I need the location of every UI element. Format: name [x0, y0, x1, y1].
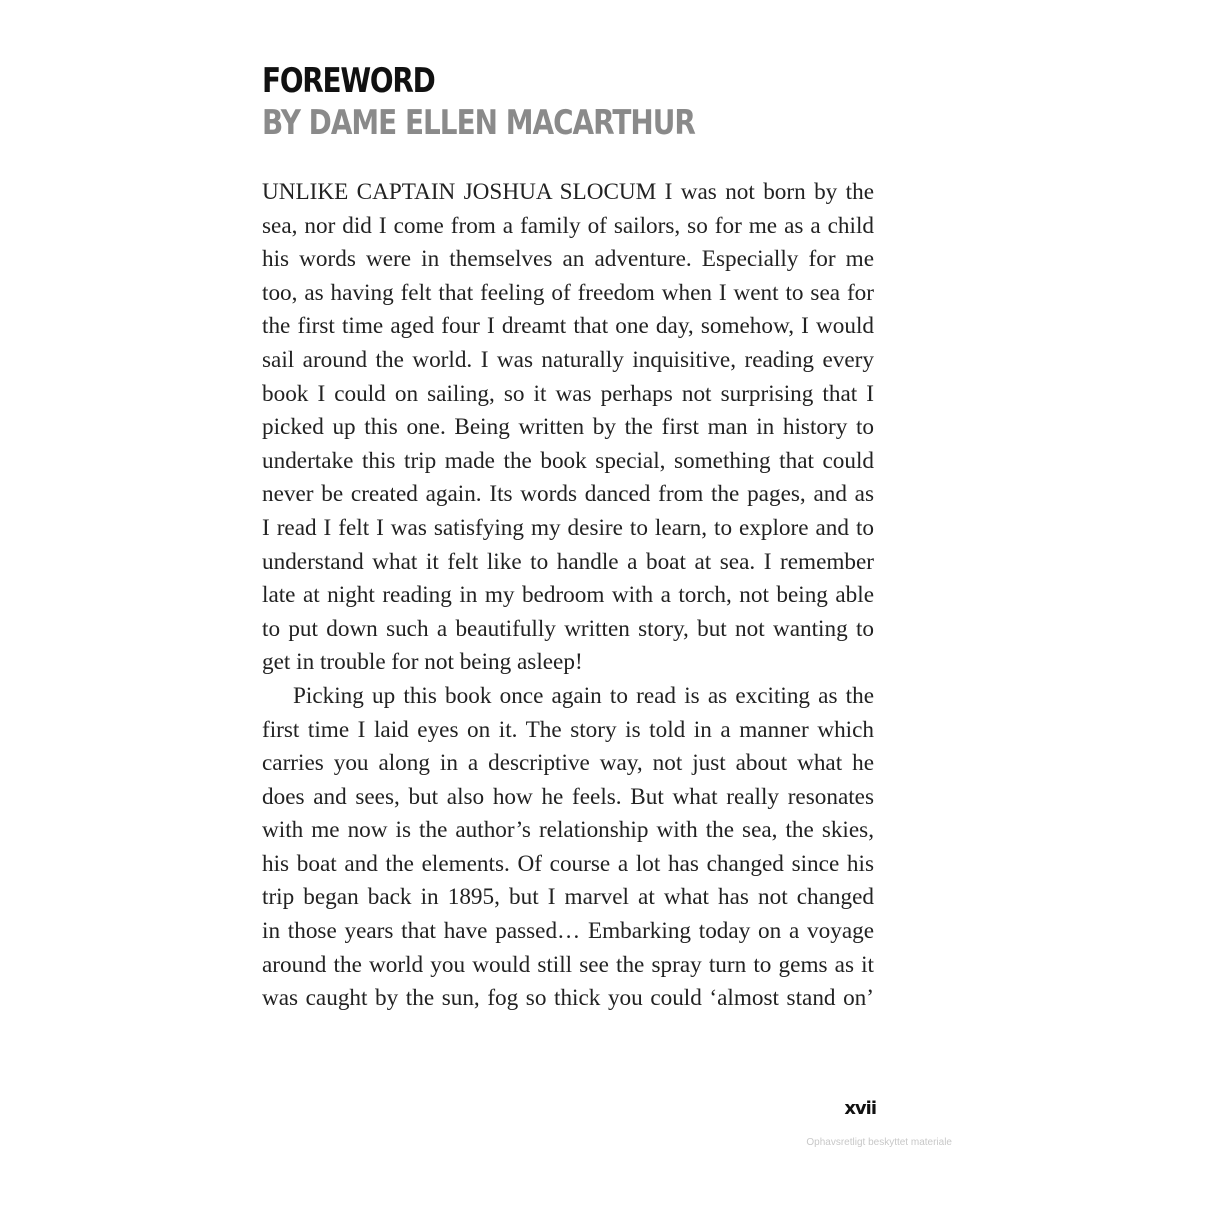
paragraph-2: [262, 680, 874, 1016]
text-line: Picking up this book once again to read is as exciting as the: [293, 682, 874, 709]
text-line: his boat and the elements. Of course a lot has changed since his: [262, 850, 874, 877]
text-line: around the world you would still see the spray turn to gems as it: [262, 951, 874, 978]
text-line: undertake this trip made the book special, something that could: [262, 447, 874, 474]
text-line: does and sees, but also how he feels. But what really resonates: [262, 783, 874, 810]
text-line: late at night reading in my bedroom with a torch, not being able: [262, 582, 874, 609]
text-line: UNLIKE CAPTAIN JOSHUA SLOCUM I was not born by the: [262, 179, 874, 205]
chapter-title: FOREWORD: [262, 61, 435, 101]
chapter-heading: [262, 60, 882, 144]
text-line: I read I felt I was satisfying my desire to learn, to explore and to: [262, 514, 874, 541]
text-line: to put down such a beautifully written story, but not wanting to: [262, 615, 874, 642]
text-line: sail around the world. I was naturally inquisitive, reading every: [262, 346, 874, 373]
text-line: sea, nor did I come from a family of sailors, so for me as a child: [262, 212, 874, 239]
text-line: trip began back in 1895, but I marvel at what has not changed: [262, 884, 874, 911]
text-line: the first time aged four I dreamt that one day, somehow, I would: [262, 313, 874, 340]
text-line: his words were in themselves an adventure. Especially for me: [262, 246, 874, 273]
text-line: was caught by the sun, fog so thick you could ‘almost stand on’: [262, 985, 874, 1012]
text-line: first time I laid eyes on it. The story is told in a manner which: [262, 716, 874, 743]
paragraph-1: [262, 176, 874, 680]
text-line: never be created again. Its words danced from the pages, and as: [262, 481, 874, 508]
text-line: in those years that have passed… Embarking today on a voyage: [262, 918, 874, 945]
chapter-byline: BY DAME ELLEN MACARTHUR: [262, 103, 695, 143]
text-line: carries you along in a descriptive way, not just about what he: [262, 750, 874, 777]
body-text: [262, 176, 874, 1016]
text-line: book I could on sailing, so it was perhaps not surprising that I: [262, 380, 874, 407]
text-line: understand what it felt like to handle a boat at sea. I remember: [262, 548, 874, 575]
text-line: with me now is the author’s relationship with the sea, the skies,: [262, 817, 874, 844]
text-line: picked up this one. Being written by the first man in history to: [262, 414, 874, 441]
text-line: too, as having felt that feeling of freedom when I went to sea for: [262, 279, 874, 306]
page-number: xvii: [844, 1098, 876, 1119]
copyright-watermark: Ophavsretligt beskyttet materiale: [806, 1137, 952, 1148]
text-line: get in trouble for not being asleep!: [262, 649, 583, 676]
